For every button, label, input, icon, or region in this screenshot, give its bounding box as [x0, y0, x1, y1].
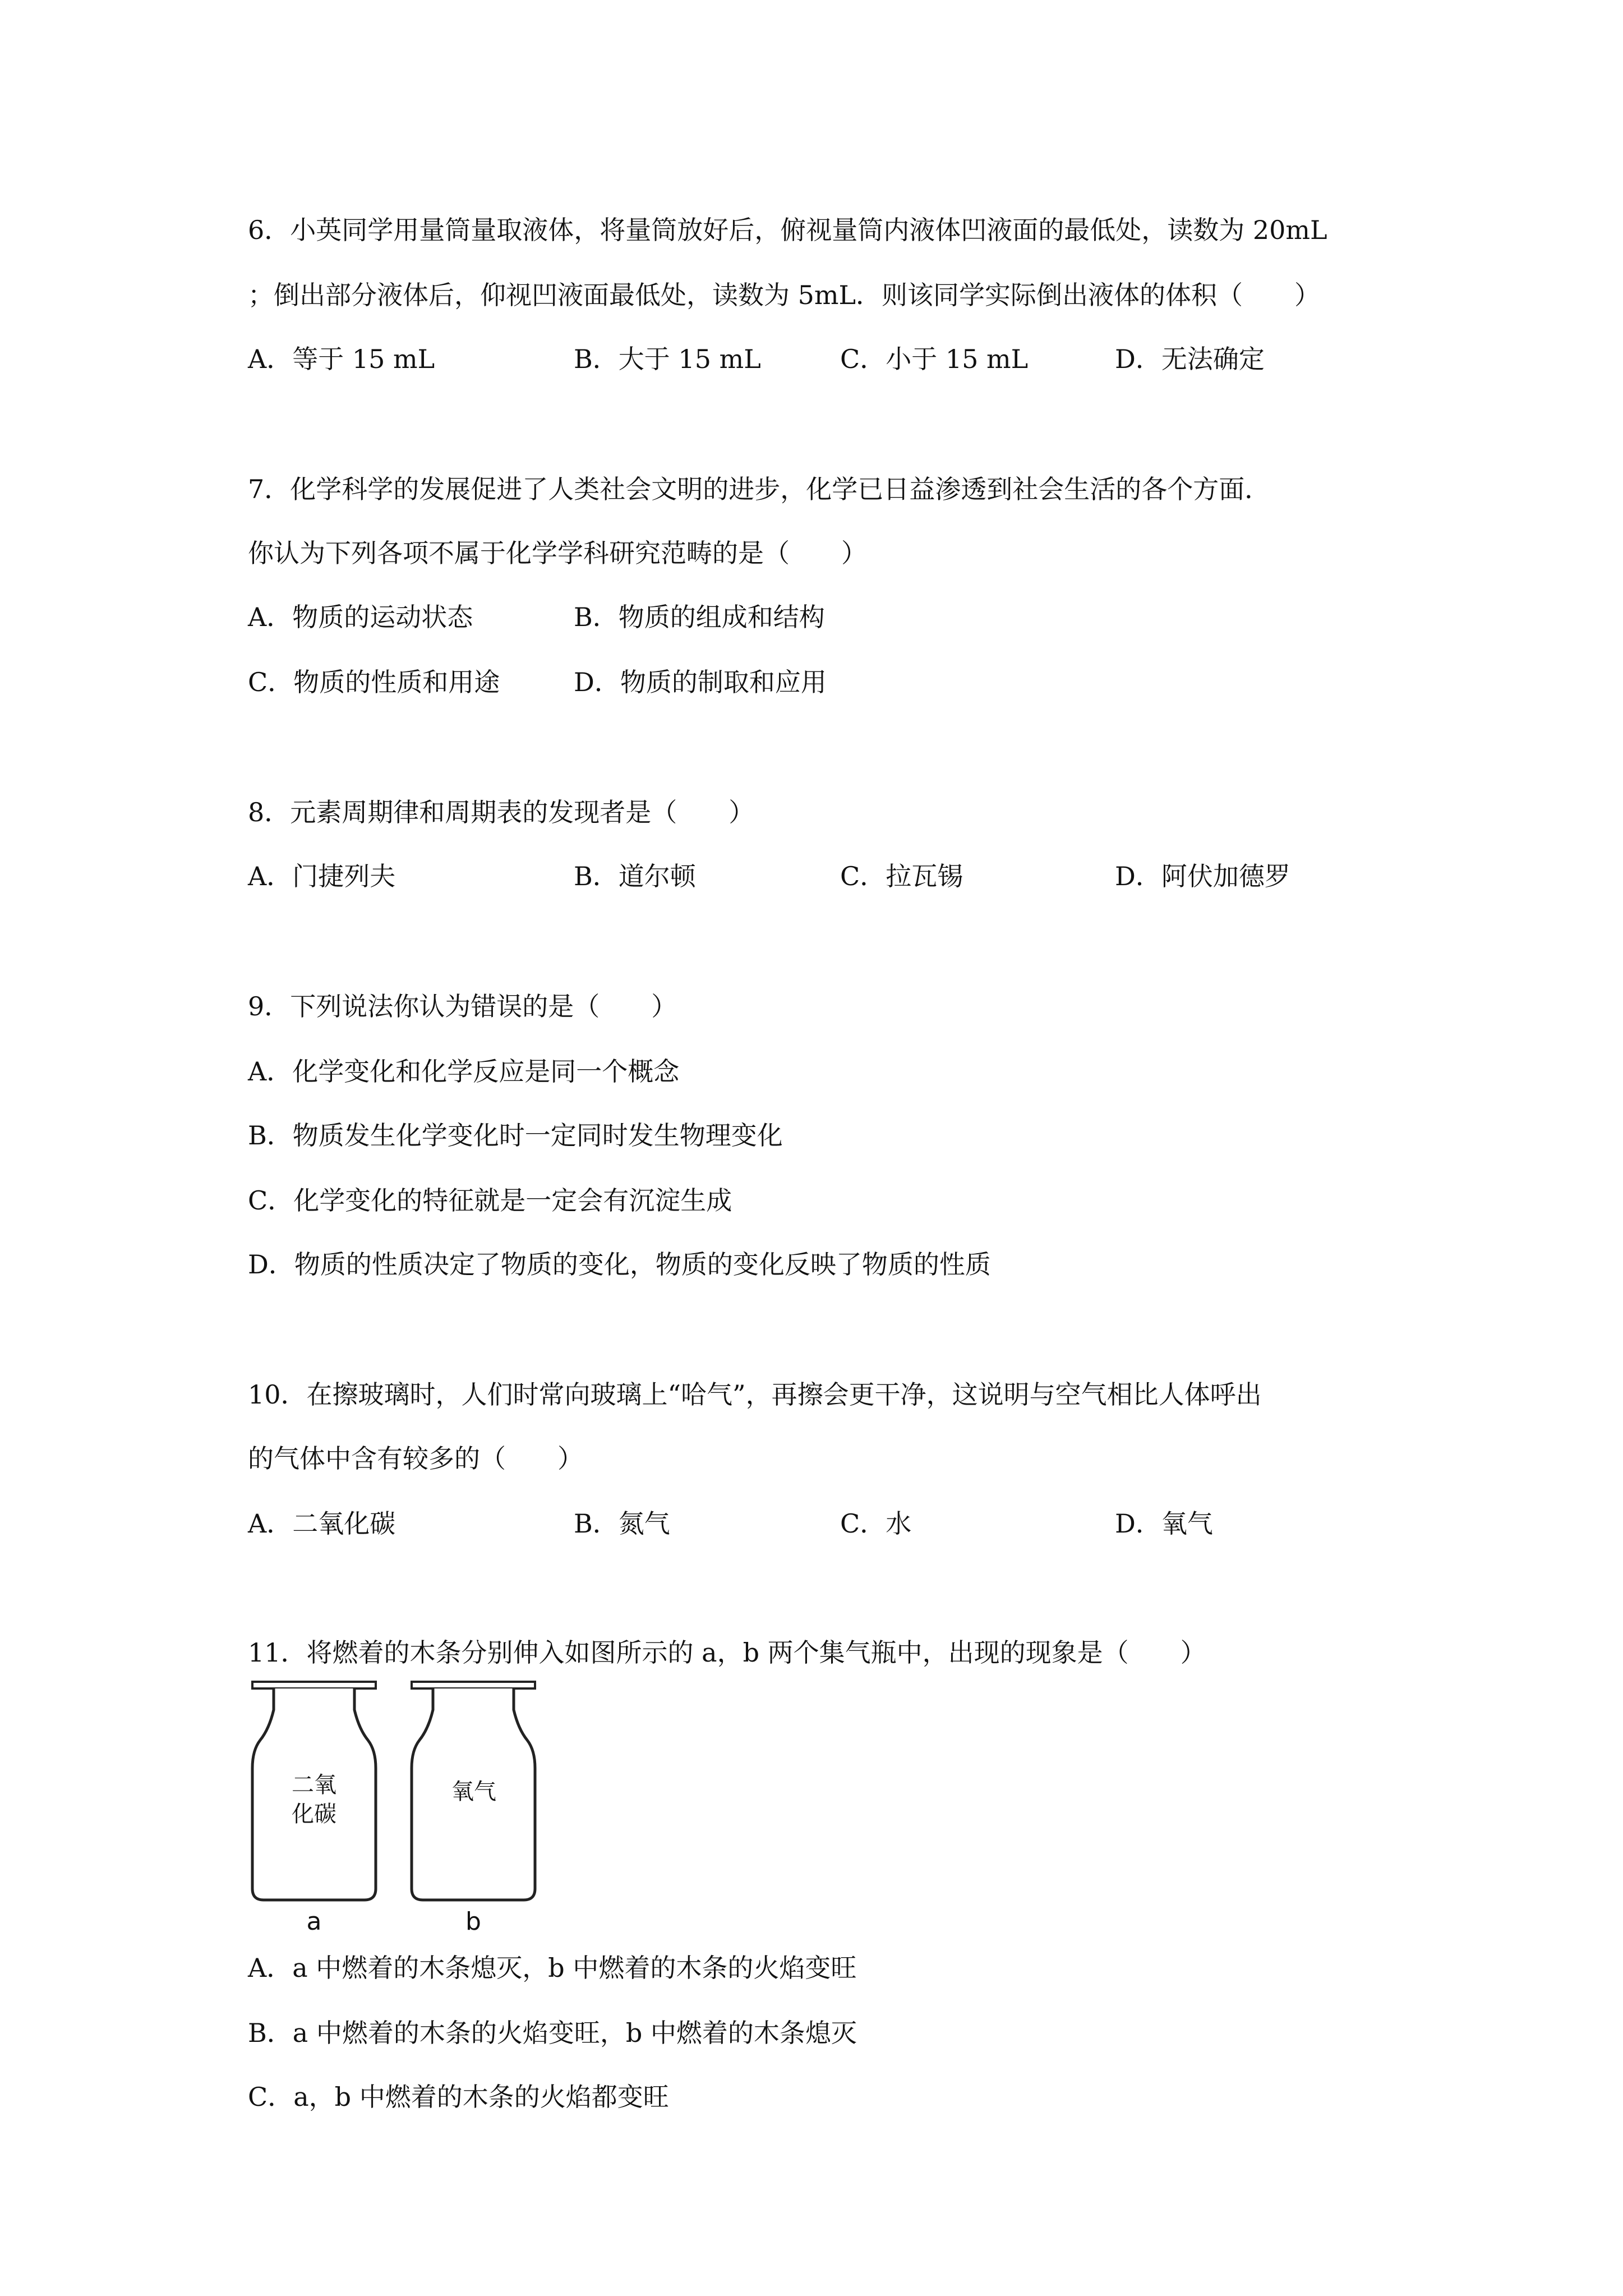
- q9-option-c: C．化学变化的特征就是一定会有沉淀生成: [248, 1185, 732, 1216]
- q6-option-b: B．大于 15 mL: [574, 344, 761, 374]
- q10-option-a: A．二氧化碳: [248, 1508, 396, 1539]
- q8-option-a: A．门捷列夫: [248, 861, 396, 891]
- q7-option-c: C．物质的性质和用途: [248, 667, 500, 697]
- bottle-a-content-line2: 化碳: [292, 1801, 336, 1827]
- q10-stem-line1: 10．在擦玻璃时，人们时常向玻璃上“哈气”，再擦会更干净，这说明与空气相比人体呼出: [248, 1379, 1262, 1410]
- bottle-a-content-line1: 二氧: [292, 1772, 336, 1798]
- q8-option-b: B．道尔顿: [574, 861, 696, 891]
- q9-stem: 9．下列说法你认为错误的是（ ）: [248, 991, 677, 1022]
- q7-option-d: D．物质的制取和应用: [574, 667, 827, 697]
- q9-option-a: A．化学变化和化学反应是同一个概念: [248, 1056, 680, 1087]
- q10-stem-line2: 的气体中含有较多的（ ）: [248, 1443, 583, 1474]
- q9-option-b: B．物质发生化学变化时一定同时发生物理变化: [248, 1120, 783, 1151]
- q7-option-b: B．物质的组成和结构: [574, 602, 825, 632]
- q6-stem-line1: 6．小英同学用量筒量取液体，将量筒放好后，俯视量筒内液体凹液面的最低处，读数为 20mL: [248, 215, 1327, 245]
- q8-option-c: C．拉瓦锡: [840, 861, 963, 891]
- q9-option-d: D．物质的性质决定了物质的变化，物质的变化反映了物质的性质: [248, 1249, 991, 1280]
- q11-option-c: C．a，b 中燃着的木条的火焰都变旺: [248, 2082, 669, 2112]
- q6-option-a: A．等于 15 mL: [248, 344, 435, 374]
- q10-option-c: C．水: [840, 1508, 912, 1539]
- q11-stem: 11．将燃着的木条分别伸入如图所示的 a，b 两个集气瓶中，出现的现象是（ ）: [248, 1637, 1206, 1668]
- q6-option-d: D．无法确定: [1115, 344, 1265, 374]
- q6-option-c: C．小于 15 mL: [840, 344, 1029, 374]
- q7-stem-line2: 你认为下列各项不属于化学学科研究范畴的是（ ）: [248, 538, 867, 568]
- q10-option-b: B．氮气: [574, 1508, 670, 1539]
- bottle-a-label: a: [306, 1907, 322, 1936]
- q10-option-d: D．氧气: [1115, 1508, 1213, 1539]
- bottle-b-label: b: [465, 1907, 481, 1936]
- q7-stem-line1: 7．化学科学的发展促进了人类社会文明的进步，化学已日益渗透到社会生活的各个方面．: [248, 474, 1271, 504]
- q6-stem-line2: ；倒出部分液体后，仰视凹液面最低处，读数为 5mL．则该同学实际倒出液体的体积（ ）: [248, 280, 1321, 310]
- bottle-b-content: 氧气: [451, 1779, 496, 1805]
- q8-stem: 8．元素周期律和周期表的发现者是（ ）: [248, 797, 755, 827]
- q8-option-d: D．阿伏加德罗: [1115, 861, 1290, 891]
- q11-option-a: A．a 中燃着的木条熄灭，b 中燃着的木条的火焰变旺: [248, 1953, 857, 1983]
- q11-option-b: B．a 中燃着的木条的火焰变旺，b 中燃着的木条熄灭: [248, 2018, 857, 2048]
- q7-option-a: A．物质的运动状态: [248, 602, 473, 632]
